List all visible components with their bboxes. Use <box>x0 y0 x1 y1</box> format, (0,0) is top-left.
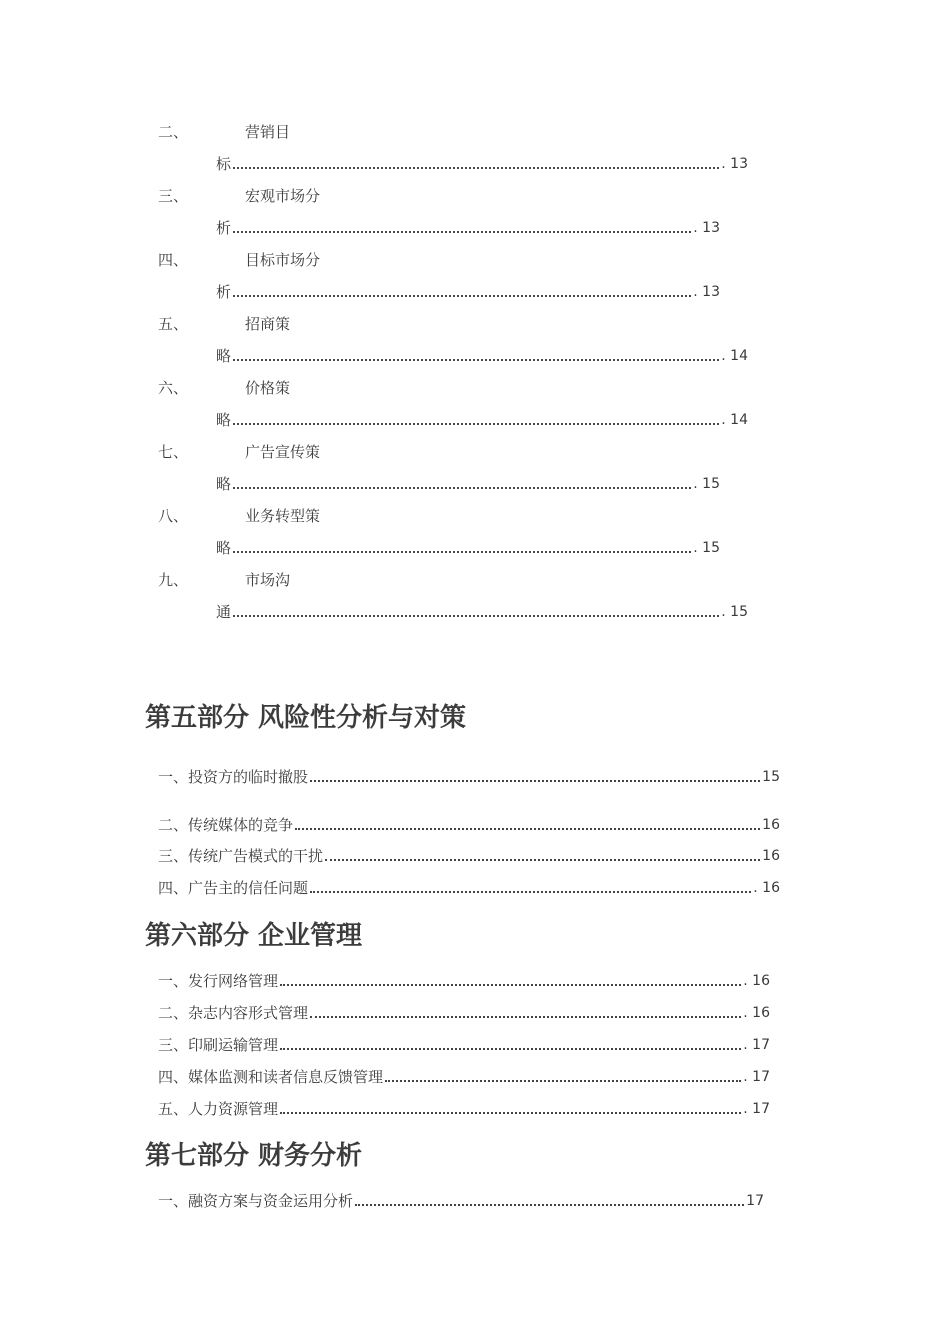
page-number: 16 <box>762 817 780 833</box>
page-number: . 17 <box>743 1069 770 1085</box>
toc-entry-link[interactable] <box>216 154 748 174</box>
page-number: . 17 <box>743 1101 770 1117</box>
page-number: . 14 <box>721 412 748 428</box>
dot-leader <box>280 1112 741 1114</box>
entry-number: 二、 <box>158 123 189 141</box>
toc-entry-link[interactable] <box>216 538 720 558</box>
dot-leader <box>233 423 719 425</box>
toc-entry-link[interactable] <box>216 474 720 494</box>
entry-title-continued: 略 <box>216 475 232 493</box>
page-number: . 13 <box>721 156 748 172</box>
entry-title: 二、传统媒体的竞争 <box>158 816 294 834</box>
dot-leader <box>233 231 691 233</box>
toc-entry-link[interactable] <box>158 878 780 898</box>
entry-title: 广告宣传策 <box>245 443 321 461</box>
entry-title-continued: 析 <box>216 283 232 301</box>
dot-leader <box>385 1080 741 1082</box>
entry-title-continued: 通 <box>216 603 232 621</box>
toc-entry-link[interactable] <box>158 767 780 787</box>
entry-title: 宏观市场分 <box>245 187 321 205</box>
page-number: . 15 <box>721 604 748 620</box>
dot-leader <box>355 1204 744 1206</box>
page-number: . 17 <box>743 1037 770 1053</box>
dot-leader <box>325 859 760 861</box>
entry-title: 招商策 <box>245 315 291 333</box>
section5-heading: 第五部分 风险性分析与对策 <box>145 703 467 733</box>
dot-leader <box>280 984 741 986</box>
entry-title-continued: 标 <box>216 155 232 173</box>
page-number: . 16 <box>743 1005 770 1021</box>
toc-entry-link[interactable] <box>158 1191 764 1211</box>
toc-entry-link[interactable] <box>158 1099 770 1119</box>
toc-entry-link[interactable] <box>158 846 780 866</box>
dot-leader <box>310 1016 741 1018</box>
entry-title: 二、杂志内容形式管理 <box>158 1004 309 1022</box>
dot-leader <box>233 615 719 617</box>
entry-number: 五、 <box>158 315 189 333</box>
entry-number: 三、 <box>158 187 189 205</box>
toc-entry-link[interactable] <box>158 1067 770 1087</box>
entry-title: 一、融资方案与资金运用分析 <box>158 1192 354 1210</box>
toc-entry-link[interactable] <box>216 282 720 302</box>
toc-entry-link[interactable] <box>216 346 748 366</box>
toc-entry-link[interactable] <box>216 602 748 622</box>
page-number: 16 <box>762 848 780 864</box>
entry-title: 目标市场分 <box>245 251 321 269</box>
toc-entry-link[interactable] <box>216 218 720 238</box>
entry-title-continued: 略 <box>216 411 232 429</box>
section7-heading: 第七部分 财务分析 <box>145 1141 363 1171</box>
page-number: . 14 <box>721 348 748 364</box>
dot-leader <box>233 551 691 553</box>
dot-leader <box>310 891 751 893</box>
dot-leader <box>233 487 691 489</box>
entry-title: 业务转型策 <box>245 507 321 525</box>
dot-leader <box>310 780 760 782</box>
dot-leader <box>233 359 719 361</box>
entry-title: 四、广告主的信任问题 <box>158 879 309 897</box>
entry-title: 价格策 <box>245 379 291 397</box>
page-number: . 15 <box>693 476 720 492</box>
entry-title: 三、印刷运输管理 <box>158 1036 279 1054</box>
entry-number: 七、 <box>158 443 189 461</box>
toc-entry-link[interactable] <box>158 1035 770 1055</box>
entry-title: 三、传统广告模式的干扰 <box>158 847 324 865</box>
entry-number: 八、 <box>158 507 189 525</box>
entry-title-continued: 析 <box>216 219 232 237</box>
entry-title: 五、人力资源管理 <box>158 1100 279 1118</box>
entry-title-continued: 略 <box>216 347 232 365</box>
entry-number: 四、 <box>158 251 189 269</box>
toc-entry-link[interactable] <box>158 971 770 991</box>
dot-leader <box>233 295 691 297</box>
page-number: . 15 <box>693 540 720 556</box>
dot-leader <box>295 828 760 830</box>
page-number: . 13 <box>693 284 720 300</box>
toc-entry-link[interactable] <box>216 410 748 430</box>
toc-entry-link[interactable] <box>158 815 780 835</box>
page-number: 15 <box>762 769 780 785</box>
page-number: . 13 <box>693 220 720 236</box>
entry-number: 九、 <box>158 571 189 589</box>
page-number: . 16 <box>753 880 780 896</box>
entry-title-continued: 略 <box>216 539 232 557</box>
entry-number: 六、 <box>158 379 189 397</box>
entry-title: 一、发行网络管理 <box>158 972 279 990</box>
entry-title: 营销目 <box>245 123 291 141</box>
dot-leader <box>280 1048 741 1050</box>
dot-leader <box>233 167 719 169</box>
toc-entry-link[interactable] <box>158 1003 770 1023</box>
page-number: 17 <box>746 1193 764 1209</box>
section6-heading: 第六部分 企业管理 <box>145 921 363 951</box>
page-number: . 16 <box>743 973 770 989</box>
entry-title: 市场沟 <box>245 571 291 589</box>
entry-title: 四、媒体监测和读者信息反馈管理 <box>158 1068 384 1086</box>
entry-title: 一、投资方的临时撤股 <box>158 768 309 786</box>
